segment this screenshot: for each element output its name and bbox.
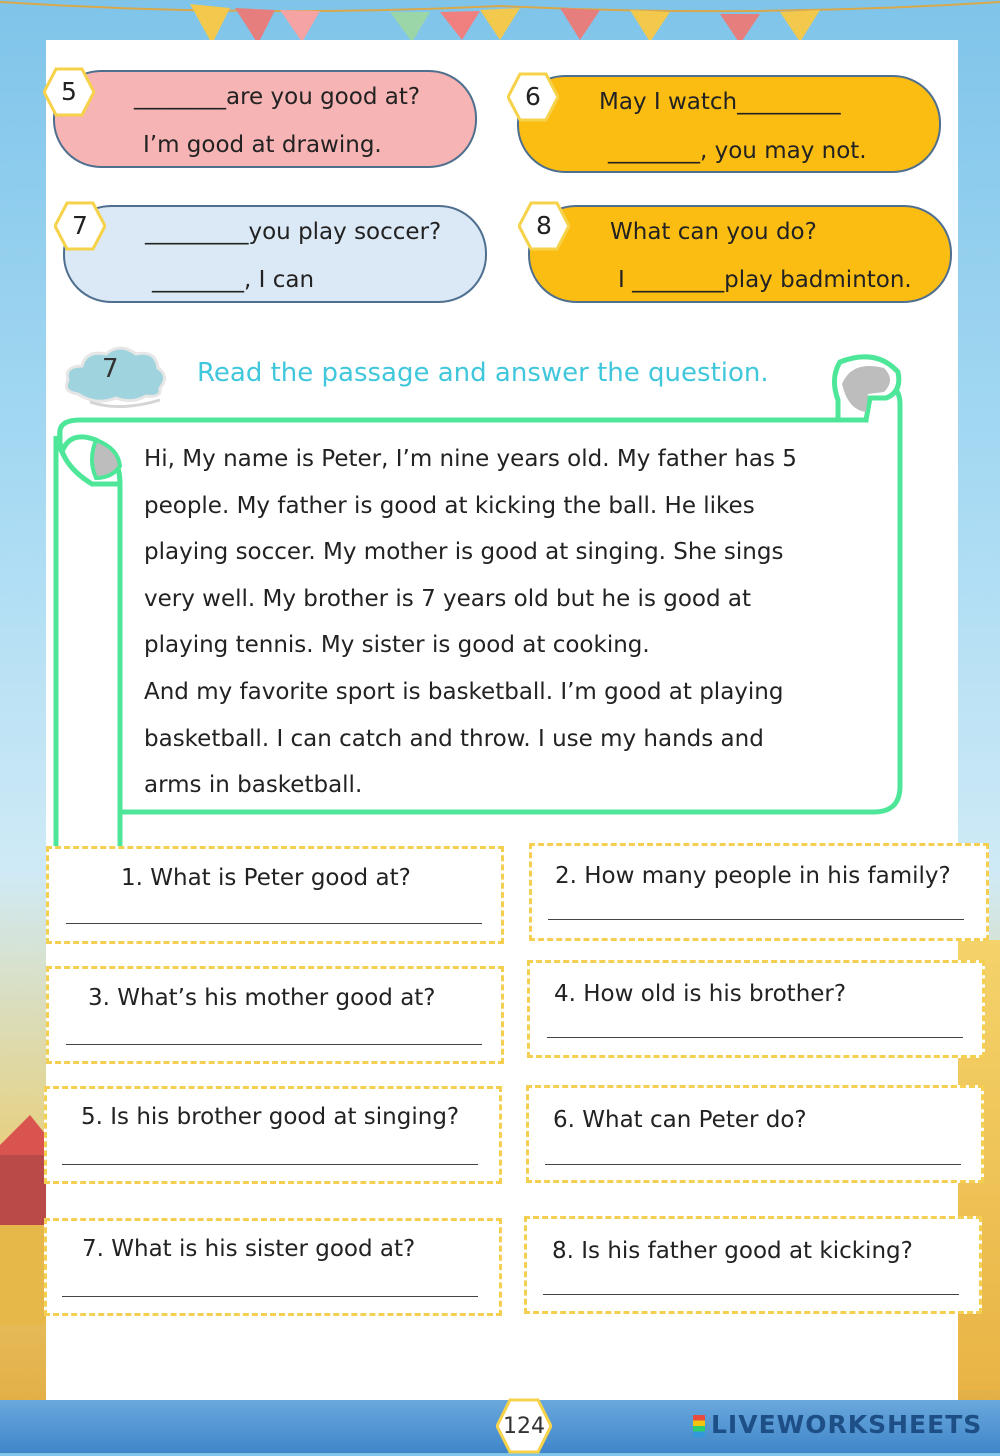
bubble-8-line2: I ________play badminton. — [618, 267, 912, 293]
question-box-4 — [527, 960, 985, 1058]
section-number: 7 — [102, 354, 119, 384]
question-text-8: 8. Is his father good at kicking? — [552, 1238, 913, 1264]
barn-decoration — [0, 1115, 46, 1325]
answer-line-2[interactable] — [548, 919, 964, 920]
answer-line-1[interactable] — [66, 923, 482, 924]
reading-passage — [144, 436, 864, 809]
answer-line-3[interactable] — [66, 1044, 482, 1045]
bubble-5-line1: ________are you good at? — [134, 84, 421, 110]
exercise-bubble-7 — [63, 205, 487, 303]
bubble-6-line2: ________, you may not. — [608, 138, 867, 164]
question-text-3: 3. What’s his mother good at? — [88, 985, 436, 1011]
exercise-number-6: 6 — [525, 82, 541, 111]
answer-line-7[interactable] — [62, 1296, 478, 1297]
answer-line-4[interactable] — [547, 1037, 963, 1038]
exercise-bubble-8 — [528, 205, 952, 303]
question-text-2: 2. How many people in his family? — [555, 863, 951, 889]
logo-icon — [693, 1415, 705, 1437]
bunting-decoration — [0, 0, 1000, 45]
page-number: 124 — [503, 1414, 545, 1439]
question-box-8 — [524, 1216, 982, 1314]
question-text-4: 4. How old is his brother? — [554, 981, 847, 1007]
question-box-5 — [44, 1086, 502, 1184]
exercise-number-7: 7 — [72, 211, 88, 240]
passage-line: playing soccer. My mother is good at singing. She sings — [144, 539, 784, 566]
exercise-bubble-6 — [517, 75, 941, 173]
bubble-5-line2: I’m good at drawing. — [143, 132, 382, 158]
answer-line-5[interactable] — [62, 1164, 478, 1165]
question-text-6: 6. What can Peter do? — [553, 1107, 807, 1133]
passage-line: playing tennis. My sister is good at cooking. — [144, 632, 650, 659]
question-box-6 — [526, 1085, 984, 1183]
bubble-8-line1: What can you do? — [610, 219, 817, 245]
liveworksheets-logo[interactable] — [693, 1410, 982, 1439]
question-text-1: 1. What is Peter good at? — [121, 865, 411, 891]
exercise-number-5: 5 — [61, 77, 77, 106]
passage-line: basketball. I can catch and throw. I use my hands and — [144, 725, 764, 752]
exercise-number-8: 8 — [536, 211, 552, 240]
passage-line: And my favorite sport is basketball. I’m good at playing — [144, 678, 784, 705]
section-instruction: Read the passage and answer the question. — [197, 358, 769, 388]
question-box-3 — [46, 966, 504, 1064]
passage-line: people. My father is good at kicking the ball. He likes — [144, 492, 755, 519]
question-box-1 — [46, 846, 504, 944]
bubble-7-line1: _________you play soccer? — [145, 219, 442, 245]
question-text-7: 7. What is his sister good at? — [82, 1236, 416, 1262]
answer-line-8[interactable] — [543, 1294, 959, 1295]
passage-line: very well. My brother is 7 years old but he is good at — [144, 585, 752, 612]
passage-line: Hi, My name is Peter, I’m nine years old. My father has 5 — [144, 446, 797, 472]
bubble-7-line2: ________, I can — [152, 267, 315, 293]
question-box-7 — [44, 1218, 502, 1316]
question-box-2 — [529, 843, 989, 941]
question-text-5: 5. Is his brother good at singing? — [81, 1104, 460, 1130]
exercise-bubble-5 — [53, 70, 477, 168]
brand-text: LIVEWORKSHEETS — [711, 1410, 983, 1439]
passage-line: arms in basketball. — [144, 772, 363, 799]
answer-line-6[interactable] — [545, 1164, 961, 1165]
bubble-6-line1: May I watch_________ — [599, 89, 841, 115]
